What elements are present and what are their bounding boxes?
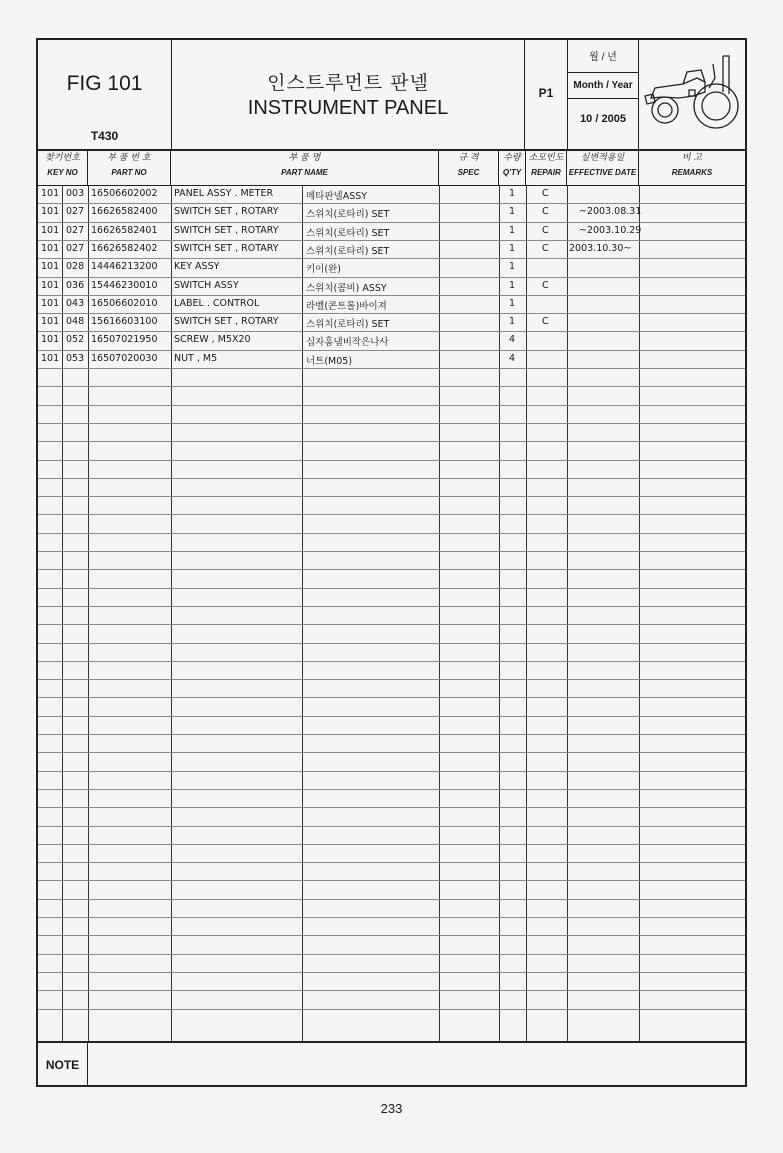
cell-name-en: SWITCH SET , ROTARY <box>174 206 279 218</box>
cell-repair: C <box>542 188 549 199</box>
table-row <box>38 222 745 240</box>
cell-part-no: 16626582401 <box>91 224 158 236</box>
cell-name-en: SWITCH SET , ROTARY <box>174 224 279 236</box>
table-row <box>38 295 745 313</box>
cell-date: 2003.10.30~ <box>569 242 632 254</box>
cell-repair: C <box>542 242 549 254</box>
table-row <box>38 350 745 368</box>
cell-name-ko: 메타판넬ASSY <box>306 191 368 202</box>
cell-name-en: PANEL ASSY . METER <box>174 188 274 199</box>
cell-key: 043 <box>66 297 85 309</box>
cell-fig: 101 <box>41 316 60 328</box>
col-part-name: 부 품 명 PART NAME <box>171 149 439 185</box>
page-cell <box>525 40 568 149</box>
table-row <box>38 258 745 276</box>
cell-fig: 101 <box>41 261 60 273</box>
cell-part-no: 16626582402 <box>91 242 158 254</box>
tractor-icon <box>643 48 741 138</box>
cell-key: 053 <box>66 352 85 364</box>
cell-part-no: 16506602010 <box>91 297 158 309</box>
page-number: 233 <box>380 1101 403 1116</box>
cell-name-en: LABEL . CONTROL <box>174 297 260 309</box>
cell-name-ko: 너트(M05) <box>306 355 353 367</box>
note-section <box>38 1041 745 1087</box>
table-row <box>38 240 745 258</box>
cell-part-no: 16507020030 <box>91 352 158 364</box>
col-spec: 규 격 SPEC <box>439 149 499 185</box>
column-header-row <box>38 149 745 186</box>
cell-fig: 101 <box>41 242 60 254</box>
header <box>38 40 745 151</box>
model-code: T430 <box>90 129 119 143</box>
col-part-no: 부 품 번 호 PART NO <box>88 149 171 185</box>
cell-fig: 101 <box>41 334 60 346</box>
cell-key: 027 <box>66 206 85 218</box>
cell-name-ko: 라벨(콘트롤)바이져 <box>306 300 387 312</box>
cell-name-en: KEY ASSY <box>174 261 220 273</box>
cell-part-no: 15446230010 <box>91 279 158 291</box>
cell-fig: 101 <box>41 279 60 291</box>
cell-name-ko: 스위치(콤비) ASSY <box>306 282 387 294</box>
cell-part-no: 16506602002 <box>91 188 158 199</box>
table-row <box>38 185 745 203</box>
cell-key: 003 <box>66 188 85 199</box>
tractor-illustration <box>639 40 745 149</box>
cell-name-ko: 스위치(로타리) SET <box>306 245 390 257</box>
cell-qty: 4 <box>509 352 516 364</box>
cell-qty: 1 <box>509 297 516 309</box>
cell-qty: 1 <box>509 206 516 218</box>
cell-qty: 4 <box>509 334 516 346</box>
cell-repair: C <box>542 279 549 291</box>
cell-name-ko: 십자홈냄비작은나사 <box>306 337 389 349</box>
col-effective-date: 실변적용일 EFFECTIVE DATE <box>567 149 639 185</box>
cell-qty: 1 <box>509 188 516 199</box>
cell-fig: 101 <box>41 352 60 364</box>
cell-key: 052 <box>66 334 85 346</box>
parts-sheet <box>36 38 747 1087</box>
cell-key: 027 <box>66 224 85 236</box>
cell-repair: C <box>542 206 549 218</box>
cell-name-en: NUT , M5 <box>174 352 218 364</box>
date-label-english: Month / Year <box>573 80 633 91</box>
table-row <box>38 203 745 221</box>
cell-part-no: 15616603100 <box>91 316 158 328</box>
note-label: NOTE <box>38 1043 88 1087</box>
col-remarks: 비 고 REMARKS <box>671 153 713 177</box>
title-english: INSTRUMENT PANEL <box>247 97 449 119</box>
cell-part-no: 16507021950 <box>91 334 158 346</box>
title-korean: 인스트루먼트 판넬 <box>267 72 429 94</box>
cell-repair: C <box>542 224 549 236</box>
cell-qty: 1 <box>509 224 516 236</box>
cell-date: ~2003.10.29 <box>579 224 642 236</box>
cell-fig: 101 <box>41 297 60 309</box>
cell-name-en: SWITCH SET , ROTARY <box>174 316 279 328</box>
parts-table-body <box>38 185 745 1041</box>
cell-name-en: SCREW , M5X20 <box>174 334 251 346</box>
date-cell <box>568 40 639 149</box>
cell-part-no: 14446213200 <box>91 261 158 273</box>
cell-fig: 101 <box>41 224 60 236</box>
cell-name-en: SWITCH ASSY <box>174 279 239 291</box>
cell-qty: 1 <box>509 316 516 328</box>
table-row <box>38 313 745 331</box>
cell-key: 027 <box>66 242 85 254</box>
cell-key: 036 <box>66 279 85 291</box>
title-cell <box>172 40 525 149</box>
page-code: P1 <box>538 86 554 100</box>
fig-cell <box>38 40 172 149</box>
cell-key: 028 <box>66 261 85 273</box>
fig-number: FIG 101 <box>66 72 143 95</box>
cell-name-ko: 스위치(로타리) SET <box>306 319 390 331</box>
table-row <box>38 277 745 295</box>
col-key-no: 찾기번호 KEY NO <box>38 149 88 185</box>
cell-qty: 1 <box>509 242 516 254</box>
cell-fig: 101 <box>41 206 60 218</box>
cell-date: ~2003.08.31 <box>579 206 642 218</box>
cell-key: 048 <box>66 316 85 328</box>
cell-name-en: SWITCH SET , ROTARY <box>174 242 279 254</box>
cell-fig: 101 <box>41 188 60 199</box>
cell-name-ko: 스위치(로타리) SET <box>306 209 390 221</box>
date-label-korean: 월 / 년 <box>589 52 617 63</box>
cell-qty: 1 <box>509 261 516 273</box>
cell-repair: C <box>542 316 549 328</box>
cell-name-ko: 스위치(로타리) SET <box>306 227 390 239</box>
cell-name-ko: 키이(완) <box>306 264 341 276</box>
table-row <box>38 331 745 349</box>
cell-part-no: 16626582400 <box>91 206 158 218</box>
col-repair: 소모빈도 REPAIR <box>526 149 567 185</box>
col-qty: 수량 Q'TY <box>499 149 526 185</box>
cell-qty: 1 <box>509 279 516 291</box>
date-value: 10 / 2005 <box>580 113 626 125</box>
